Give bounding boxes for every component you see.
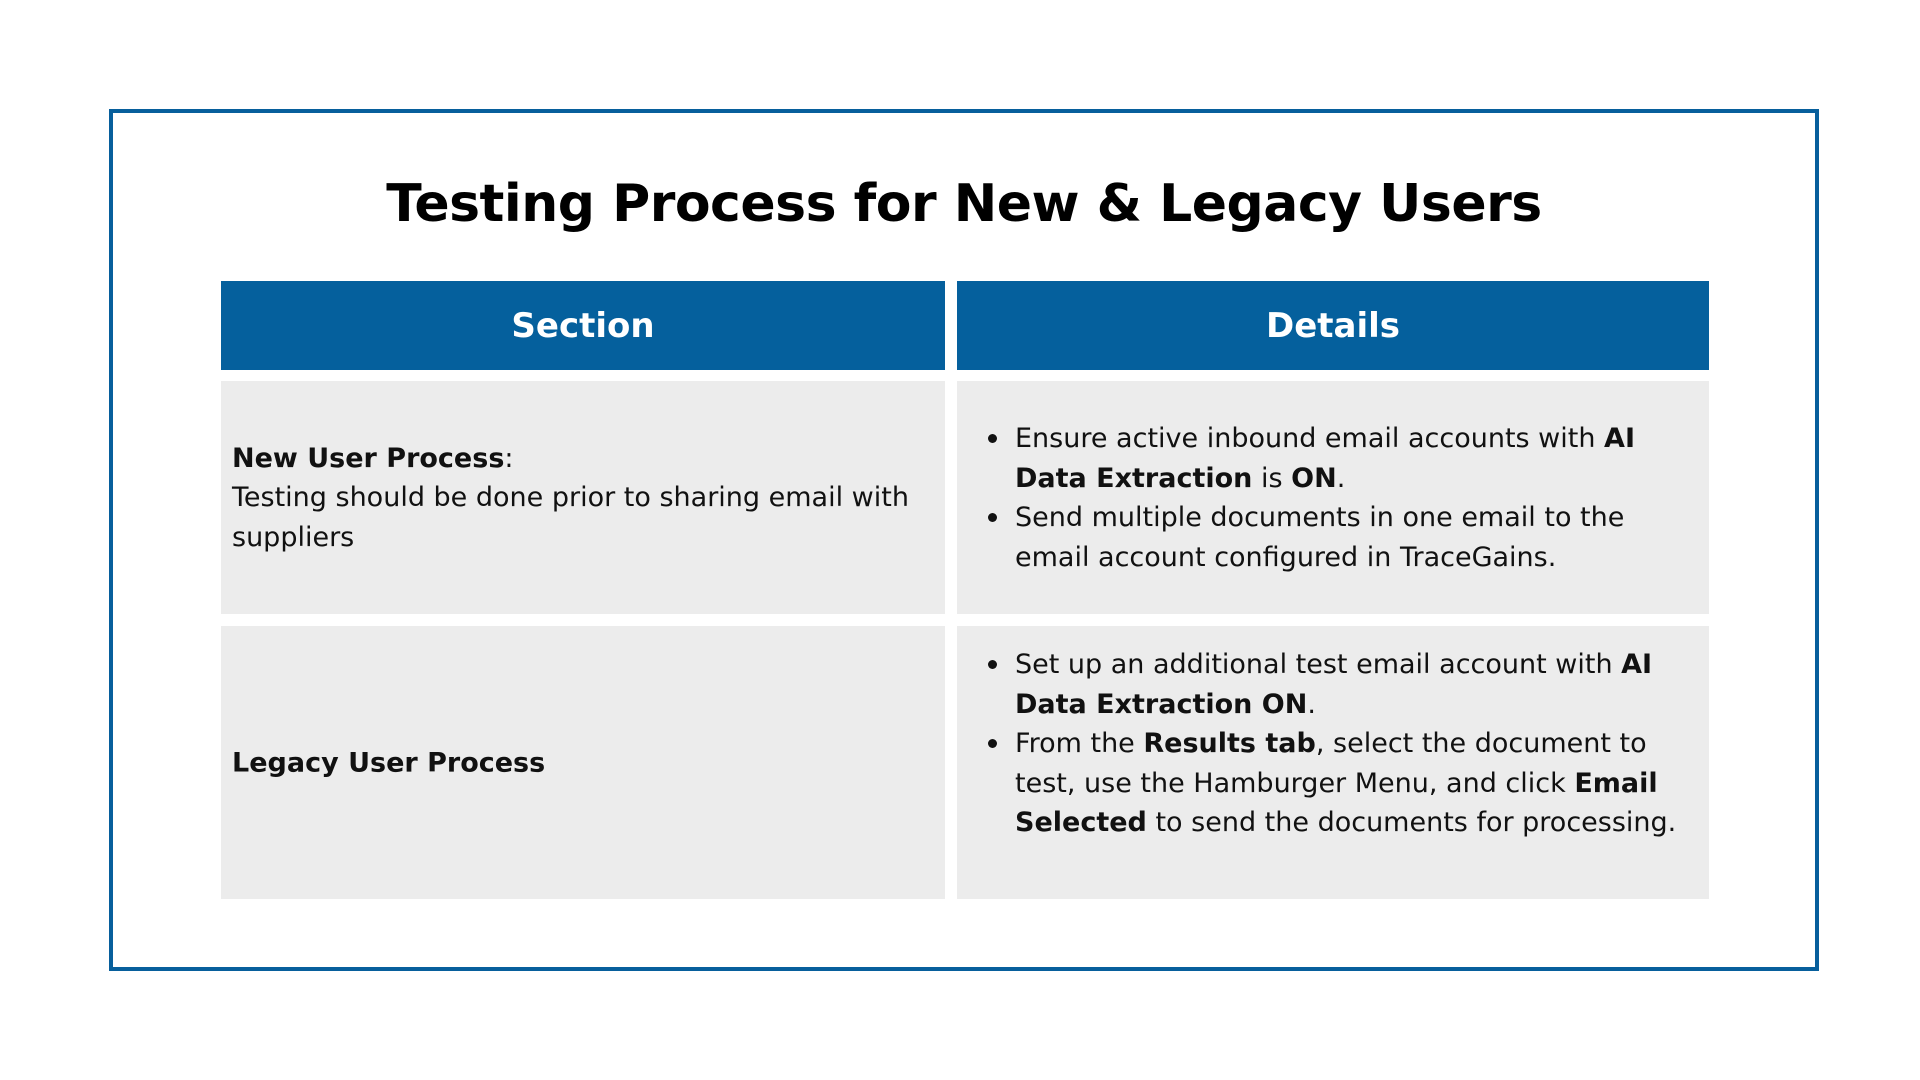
bullet-icon (988, 513, 997, 522)
table-row-legacy-user-section (221, 626, 945, 899)
detail-bold: Email Selected (1015, 767, 1658, 838)
page-title: Testing Process for New & Legacy Users (386, 174, 1542, 234)
detail-bold: AI Data Extraction (1015, 423, 1635, 494)
details-list (977, 419, 1695, 577)
header-details-label: Details (1265, 305, 1401, 346)
table-row-legacy-user-details (957, 626, 1709, 899)
detail-text: is (1252, 462, 1292, 494)
detail-text: , select the document to test, use the Hamburger Menu, and click (1015, 728, 1647, 799)
detail-text: to send the documents for processing. (1146, 807, 1677, 838)
section-title-colon: : (504, 442, 514, 474)
bullet-icon (988, 739, 997, 748)
detail-text: Send multiple documents in one email to the email account configured in TraceGains. (1015, 502, 1625, 573)
list-item (977, 724, 1695, 843)
detail-text: . (1307, 688, 1316, 720)
section-text-block (232, 438, 933, 557)
list-item (977, 498, 1695, 577)
list-item (977, 419, 1695, 498)
detail-bold: ON (1291, 462, 1337, 494)
detail-text: . (1336, 462, 1346, 494)
section-title: New User Process (232, 442, 505, 474)
section-text-block (232, 743, 933, 783)
detail-text: From the (1015, 728, 1144, 759)
header-section (221, 281, 945, 370)
bullet-icon (988, 434, 997, 443)
table-row-new-user-details (957, 381, 1709, 614)
detail-text: Ensure active inbound email accounts with (1015, 423, 1605, 454)
list-item (977, 645, 1695, 724)
bullet-icon (988, 660, 997, 669)
header-details (957, 281, 1709, 370)
section-title: Legacy User Process (232, 746, 546, 778)
detail-bold: AI Data Extraction ON (1015, 649, 1653, 720)
detail-text: Set up an additional test email account with (1015, 649, 1622, 680)
details-list (977, 645, 1695, 843)
header-section-label: Section (511, 305, 655, 346)
section-description: Testing should be done prior to sharing email with suppliers (232, 481, 909, 553)
table-row-new-user-section (221, 381, 945, 614)
detail-bold: Results tab (1143, 728, 1316, 759)
